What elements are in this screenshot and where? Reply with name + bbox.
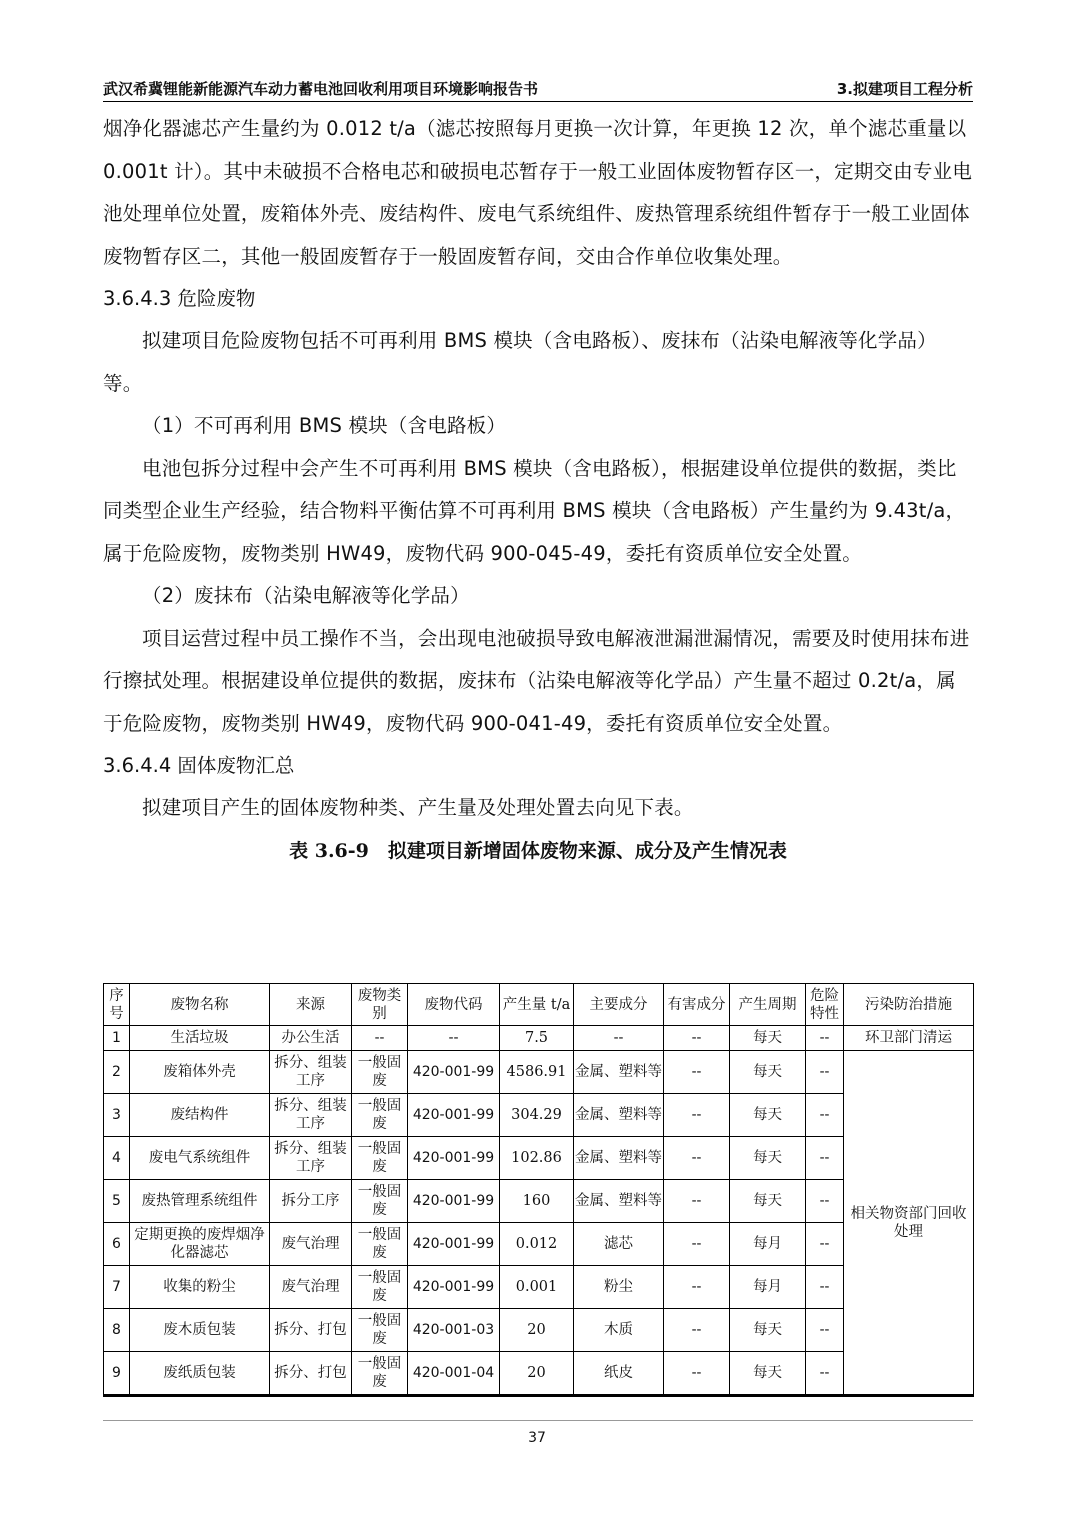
table-cell: 420-001-99	[408, 1094, 500, 1137]
table-cell: 一般固废	[352, 1266, 408, 1309]
table-cell: --	[806, 1026, 844, 1051]
table-cell: 拆分、组装工序	[270, 1137, 352, 1180]
table-cell: 一般固废	[352, 1094, 408, 1137]
table-header-row	[104, 984, 974, 1026]
paragraph-2: 拟建项目危险废物包括不可再利用 BMS 模块（含电路板）、废抹布（沾染电解液等化学品）等。	[103, 329, 937, 395]
table-cell: 每天	[730, 1051, 806, 1094]
table-cell: 7.5	[500, 1026, 574, 1051]
table-cell: 环卫部门清运	[844, 1026, 974, 1051]
table-cell: 一般固废	[352, 1223, 408, 1266]
table-cell: 金属、塑料等	[574, 1180, 664, 1223]
paragraph-3: 电池包拆分过程中会产生不可再利用 BMS 模块（含电路板），根据建设单位提供的数据，类比同类型企业生产经验，结合物料平衡估算不可再利用 BMS 模块（含电路板）产生量约为 9.43t/a，属于危险废物，废物类别 HW49，废物代码 900-045-49，委托有资质单位安全处置。	[103, 456, 966, 565]
table-row	[104, 1094, 974, 1137]
table-cell: --	[664, 1180, 730, 1223]
table-cell: 废电气系统组件	[130, 1137, 270, 1180]
table-cell: --	[664, 1223, 730, 1266]
table-cell: 420-001-99	[408, 1180, 500, 1223]
table-row	[104, 1223, 974, 1266]
table-caption: 表 3.6-9 拟建项目新增固体废物来源、成分及产生情况表	[289, 839, 787, 862]
table-cell: 420-001-99	[408, 1266, 500, 1309]
header-title: 武汉希冀锂能新能源汽车动力蓄电池回收利用项目环境影响报告书	[103, 80, 539, 98]
section-heading-hazardous: 3.6.4.3 危险废物	[103, 287, 256, 310]
table-cell: 420-001-99	[408, 1051, 500, 1094]
table-cell: 每天	[730, 1137, 806, 1180]
table-cell: --	[352, 1026, 408, 1051]
table-cell: 拆分、组装工序	[270, 1094, 352, 1137]
table-cell: --	[806, 1137, 844, 1180]
table-cell: 每天	[730, 1026, 806, 1051]
table-cell: 金属、塑料等	[574, 1137, 664, 1180]
page-number: 37	[528, 1430, 546, 1446]
header-cell: 序号	[104, 984, 130, 1026]
table-cell: 304.29	[500, 1094, 574, 1137]
table-cell: 102.86	[500, 1137, 574, 1180]
table-cell: --	[806, 1180, 844, 1223]
table-cell: 7	[104, 1266, 130, 1309]
table-cell: --	[664, 1026, 730, 1051]
table-cell: --	[806, 1352, 844, 1396]
table-cell: 每天	[730, 1352, 806, 1396]
table-cell: 纸皮	[574, 1352, 664, 1396]
table-cell: --	[664, 1051, 730, 1094]
subheading-rag: （2）废抹布（沾染电解液等化学品）	[142, 584, 470, 607]
table-cell: 420-001-99	[408, 1137, 500, 1180]
table-cell: --	[574, 1026, 664, 1051]
table-cell: 每月	[730, 1223, 806, 1266]
header-rule	[103, 101, 973, 102]
header-cell: 产生量 t/a	[500, 984, 574, 1026]
section-heading-summary: 3.6.4.4 固体废物汇总	[103, 754, 295, 777]
table-cell: 6	[104, 1223, 130, 1266]
table-row	[104, 1137, 974, 1180]
header-cell: 主要成分	[574, 984, 664, 1026]
table-cell: 废热管理系统组件	[130, 1180, 270, 1223]
table-row	[104, 1180, 974, 1223]
table-cell: --	[806, 1051, 844, 1094]
table-cell: 拆分、打包	[270, 1352, 352, 1396]
table-cell: 金属、塑料等	[574, 1051, 664, 1094]
header-cell: 废物名称	[130, 984, 270, 1026]
table-cell: 4	[104, 1137, 130, 1180]
table-cell: 粉尘	[574, 1266, 664, 1309]
table-cell: 每月	[730, 1266, 806, 1309]
table-cell: 废纸质包装	[130, 1352, 270, 1396]
table-cell: 0.012	[500, 1223, 574, 1266]
table-cell: 废结构件	[130, 1094, 270, 1137]
table-cell: 8	[104, 1309, 130, 1352]
merged-measure-cell: 相关物资部门回收处理	[844, 1051, 974, 1396]
paragraph-5: 拟建项目产生的固体废物种类、产生量及处理处置去向见下表。	[142, 796, 694, 819]
table-cell: 滤芯	[574, 1223, 664, 1266]
table-cell: 一般固废	[352, 1352, 408, 1396]
table-cell: 4586.91	[500, 1051, 574, 1094]
table-row	[104, 1026, 974, 1051]
table-row	[104, 1352, 974, 1396]
table-cell: 废气治理	[270, 1266, 352, 1309]
header-section: 3.拟建项目工程分析	[836, 80, 973, 98]
table-cell: 每天	[730, 1094, 806, 1137]
table-cell: 20	[500, 1352, 574, 1396]
table-cell: 20	[500, 1309, 574, 1352]
table-cell: 收集的粉尘	[130, 1266, 270, 1309]
paragraph-1: 烟净化器滤芯产生量约为 0.012 t/a（滤芯按照每月更换一次计算，年更换 12 次，单个滤芯重量以 0.001t 计）。其中未破损不合格电芯和破损电芯暂存于一般工业固体废物暂存区一，定期交由专业电池处理单位处置，废箱体外壳、废结构件、废电气系统组件、废热管理系统组件暂存于一般工业固体废物暂存区二，其他一般固废暂存于一般固废暂存间，交由合作单位收集处理。	[103, 117, 973, 268]
table-cell: 420-001-03	[408, 1309, 500, 1352]
header-cell: 污染防治措施	[844, 984, 974, 1026]
page-header	[103, 76, 973, 102]
table-row	[104, 1309, 974, 1352]
table-cell: 每天	[730, 1180, 806, 1223]
table-cell: --	[664, 1266, 730, 1309]
table-cell: --	[664, 1309, 730, 1352]
table-cell: --	[806, 1266, 844, 1309]
header-cell: 来源	[270, 984, 352, 1026]
table-cell: 2	[104, 1051, 130, 1094]
table-cell: 生活垃圾	[130, 1026, 270, 1051]
table-cell: --	[664, 1094, 730, 1137]
table-cell: 160	[500, 1180, 574, 1223]
table-cell: --	[664, 1137, 730, 1180]
table-cell: 废气治理	[270, 1223, 352, 1266]
table-cell: 一般固废	[352, 1137, 408, 1180]
footer-rule	[103, 1420, 973, 1421]
table-cell: 5	[104, 1180, 130, 1223]
table-cell: 定期更换的废焊烟净化器滤芯	[130, 1223, 270, 1266]
table-cell: --	[806, 1309, 844, 1352]
table-cell: --	[664, 1352, 730, 1396]
table-cell: 废箱体外壳	[130, 1051, 270, 1094]
table-cell: 拆分工序	[270, 1180, 352, 1223]
table-row	[104, 1051, 974, 1094]
table-cell: 3	[104, 1094, 130, 1137]
header-cell: 有害成分	[664, 984, 730, 1026]
table-cell: 9	[104, 1352, 130, 1396]
solid-waste-table	[103, 983, 974, 1397]
paragraph-4: 项目运营过程中员工操作不当，会出现电池破损导致电解液泄漏泄漏情况，需要及时使用抹布进行擦拭处理。根据建设单位提供的数据，废抹布（沾染电解液等化学品）产生量不超过 0.2t/a，属于危险废物，废物类别 HW49，废物代码 900-041-49，委托有资质单位安全处置。	[103, 626, 970, 735]
table-cell: --	[408, 1026, 500, 1051]
table-cell: 木质	[574, 1309, 664, 1352]
table-cell: 废木质包装	[130, 1309, 270, 1352]
table-cell: 一般固废	[352, 1309, 408, 1352]
header-cell: 危险特性	[806, 984, 844, 1026]
table-cell: 1	[104, 1026, 130, 1051]
subheading-bms: （1）不可再利用 BMS 模块（含电路板）	[142, 414, 507, 437]
header-cell: 废物代码	[408, 984, 500, 1026]
table-cell: 0.001	[500, 1266, 574, 1309]
table-cell: --	[806, 1223, 844, 1266]
table-cell: 拆分、打包	[270, 1309, 352, 1352]
table-cell: --	[806, 1094, 844, 1137]
header-cell: 废物类别	[352, 984, 408, 1026]
table-cell: 一般固废	[352, 1051, 408, 1094]
table-row	[104, 1266, 974, 1309]
table-cell: 金属、塑料等	[574, 1094, 664, 1137]
table-cell: 拆分、组装工序	[270, 1051, 352, 1094]
table-cell: 一般固废	[352, 1180, 408, 1223]
document-body	[103, 108, 973, 866]
header-cell: 产生周期	[730, 984, 806, 1026]
table-cell: 420-001-99	[408, 1223, 500, 1266]
table-cell: 办公生活	[270, 1026, 352, 1051]
table-cell: 每天	[730, 1309, 806, 1352]
table-cell: 420-001-04	[408, 1352, 500, 1396]
